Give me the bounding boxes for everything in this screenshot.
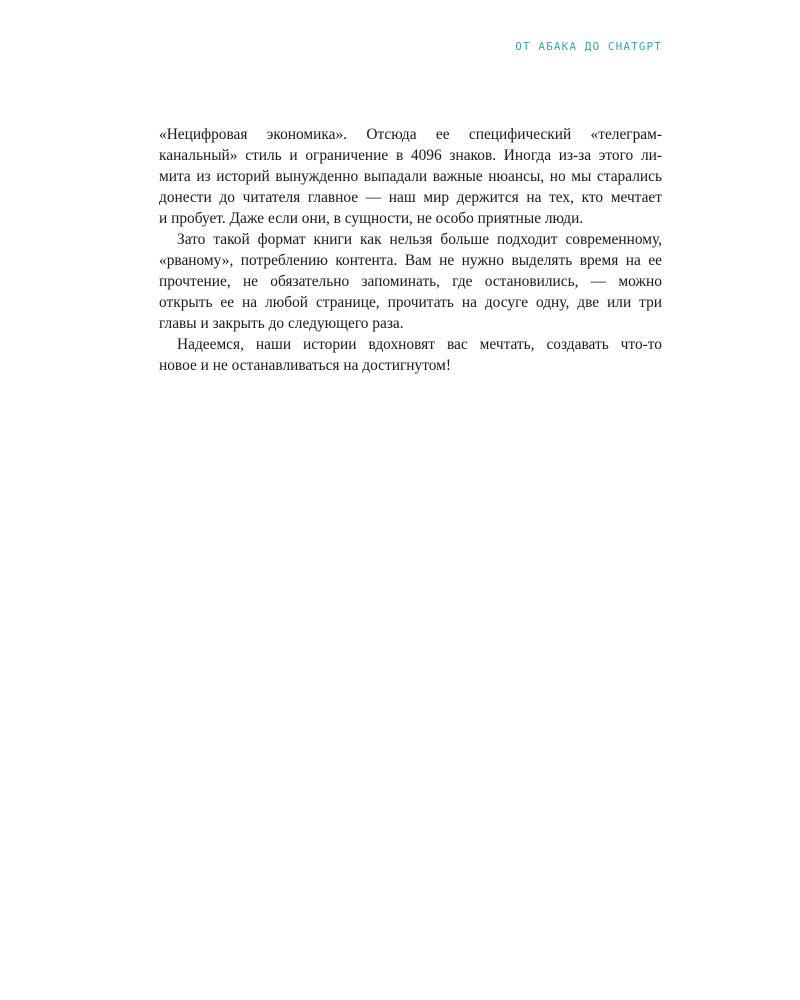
text-line: канальный» стиль и ограничение в 4096 знаков. Иногда из-за этого ли- [159, 147, 662, 164]
text-line: Надеемся, наши истории вдохновят вас мечтать, создавать что-то [177, 336, 662, 353]
text-line: открыть ее на любой странице, прочитать на досуге одну, две или три [159, 294, 662, 311]
text-line: новое и не останавливаться на достигнутом! [159, 357, 452, 374]
text-line: Зато такой формат книги как нельзя больше подходит современному, [177, 231, 662, 248]
text-line: и пробует. Даже если они, в сущности, не особо приятные люди. [159, 210, 584, 227]
running-header: ОТ АБАКА ДО CHATGPT [515, 40, 662, 53]
text-line: мита из историй вынужденно выпадали важные нюансы, но мы старались [159, 168, 662, 185]
body-text [159, 124, 662, 376]
text-line: главы и закрыть до следующего раза. [159, 315, 404, 332]
text-line: прочтение, не обязательно запоминать, где остановились, — можно [159, 273, 662, 290]
text-line: донести до читателя главное — наш мир держится на тех, кто мечтает [159, 189, 662, 206]
text-line: «рваному», потреблению контента. Вам не нужно выделять время на ее [159, 252, 662, 269]
text-line: «Нецифровая экономика». Отсюда ее специфический «телеграм- [159, 126, 662, 143]
